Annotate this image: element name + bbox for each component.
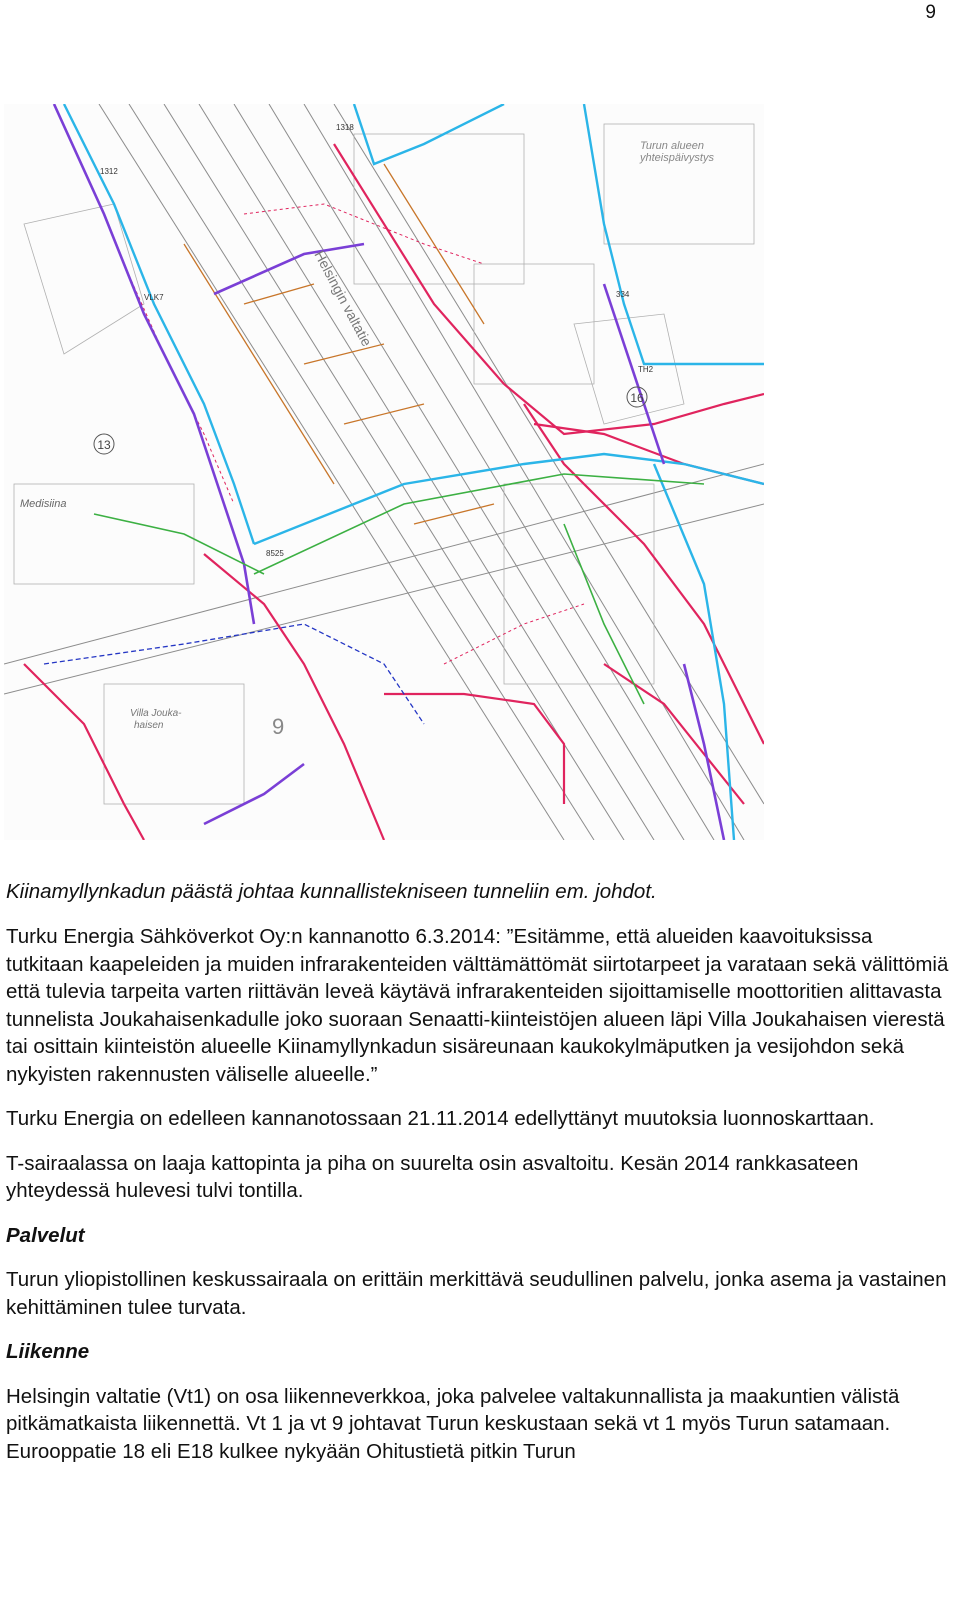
heading-palvelut: Palvelut (6, 1223, 85, 1247)
paragraph-t-sairaala: T-sairaalassa on laaja kattopinta ja piha on suurelta osin asvaltoitu. Kesän 2014 rankkasateen yhteydessä hulevesi tulvi tontilla. (6, 1151, 859, 1202)
code-vlk7-label: VLK7 (144, 293, 164, 302)
paragraph-liikenne: Helsingin valtatie (Vt1) on osa liikenneverkkoa, joka palvelee valtakunnallista ja maakuntien välistä pitkämatkaista liikennettä. Vt 1 ja vt 9 johtavat Turun keskustaan sekä vt 1 myös Turun satamaan. Eurooppatie 18 eli E18 kulkee nykyään Ohitustietä pitkin Turun (6, 1384, 900, 1463)
utility-map-figure (4, 104, 764, 840)
utility-map-svg (4, 104, 764, 840)
block-9-label: 9 (272, 714, 285, 739)
villa-label-line-2: haisen (134, 720, 164, 731)
block-16-label: 16 (630, 391, 644, 405)
document-body (6, 878, 954, 1482)
code-1312-label: 1312 (100, 167, 118, 176)
area-label-line-1: Turun alueen (640, 140, 705, 152)
code-8525-label: 8525 (266, 549, 284, 558)
code-334-label: 334 (616, 290, 630, 299)
building-label: Medisiina (20, 498, 67, 510)
heading-liikenne: Liikenne (6, 1340, 90, 1363)
paragraph-palvelut: Turun yliopistollinen keskussairaala on erittäin merkittävä seudullinen palvelu, jonka asema ja vastainen kehittäminen tulee turvata. (6, 1268, 947, 1319)
area-label-line-2: yhteispäivystys (640, 152, 714, 164)
paragraph-turku-energia-followup: Turku Energia on edelleen kannanotossaan 21.11.2014 edellyttänyt muutoksia luonnoskarttaan. (6, 1107, 875, 1130)
figure-caption: Kiinamyllynkadun päästä johtaa kunnallistekniseen tunneliin em. johdot. (6, 880, 657, 903)
paragraph-turku-energia-statement: Turku Energia Sähköverkot Oy:n kannanotto 6.3.2014: ”Esitämme, että alueiden kaavoituksissa tutkitaan kaapeleiden ja muiden infrarakenteiden välttämättömät siirtotarpeet ja varataan sekä välittömiä että tulevia tarpeita varten riittävän leveä käytävä infrarakenteiden sijoittamiselle moottoritien alittavasta tunnelista Joukahaisenkadulle joko suoraan Senaatti-kiinteistöjen alueen läpi Villa Joukahaisen vierestä tai osittain kiinteistön alueelle Kiinamyllynkadun sisäreunaan kaukokylmäputken ja vesijohdon sekä nykyisten rakennusten väliselle alueelle.” (6, 925, 949, 1086)
code-1318-label: 1318 (336, 123, 354, 132)
page-number: 9 (925, 2, 936, 23)
villa-label-line-1: Villa Jouka- (130, 708, 182, 719)
block-13-label: 13 (97, 438, 111, 452)
road-name-label: Helsingin valtatie (311, 247, 376, 349)
code-th2-label: TH2 (638, 365, 654, 374)
